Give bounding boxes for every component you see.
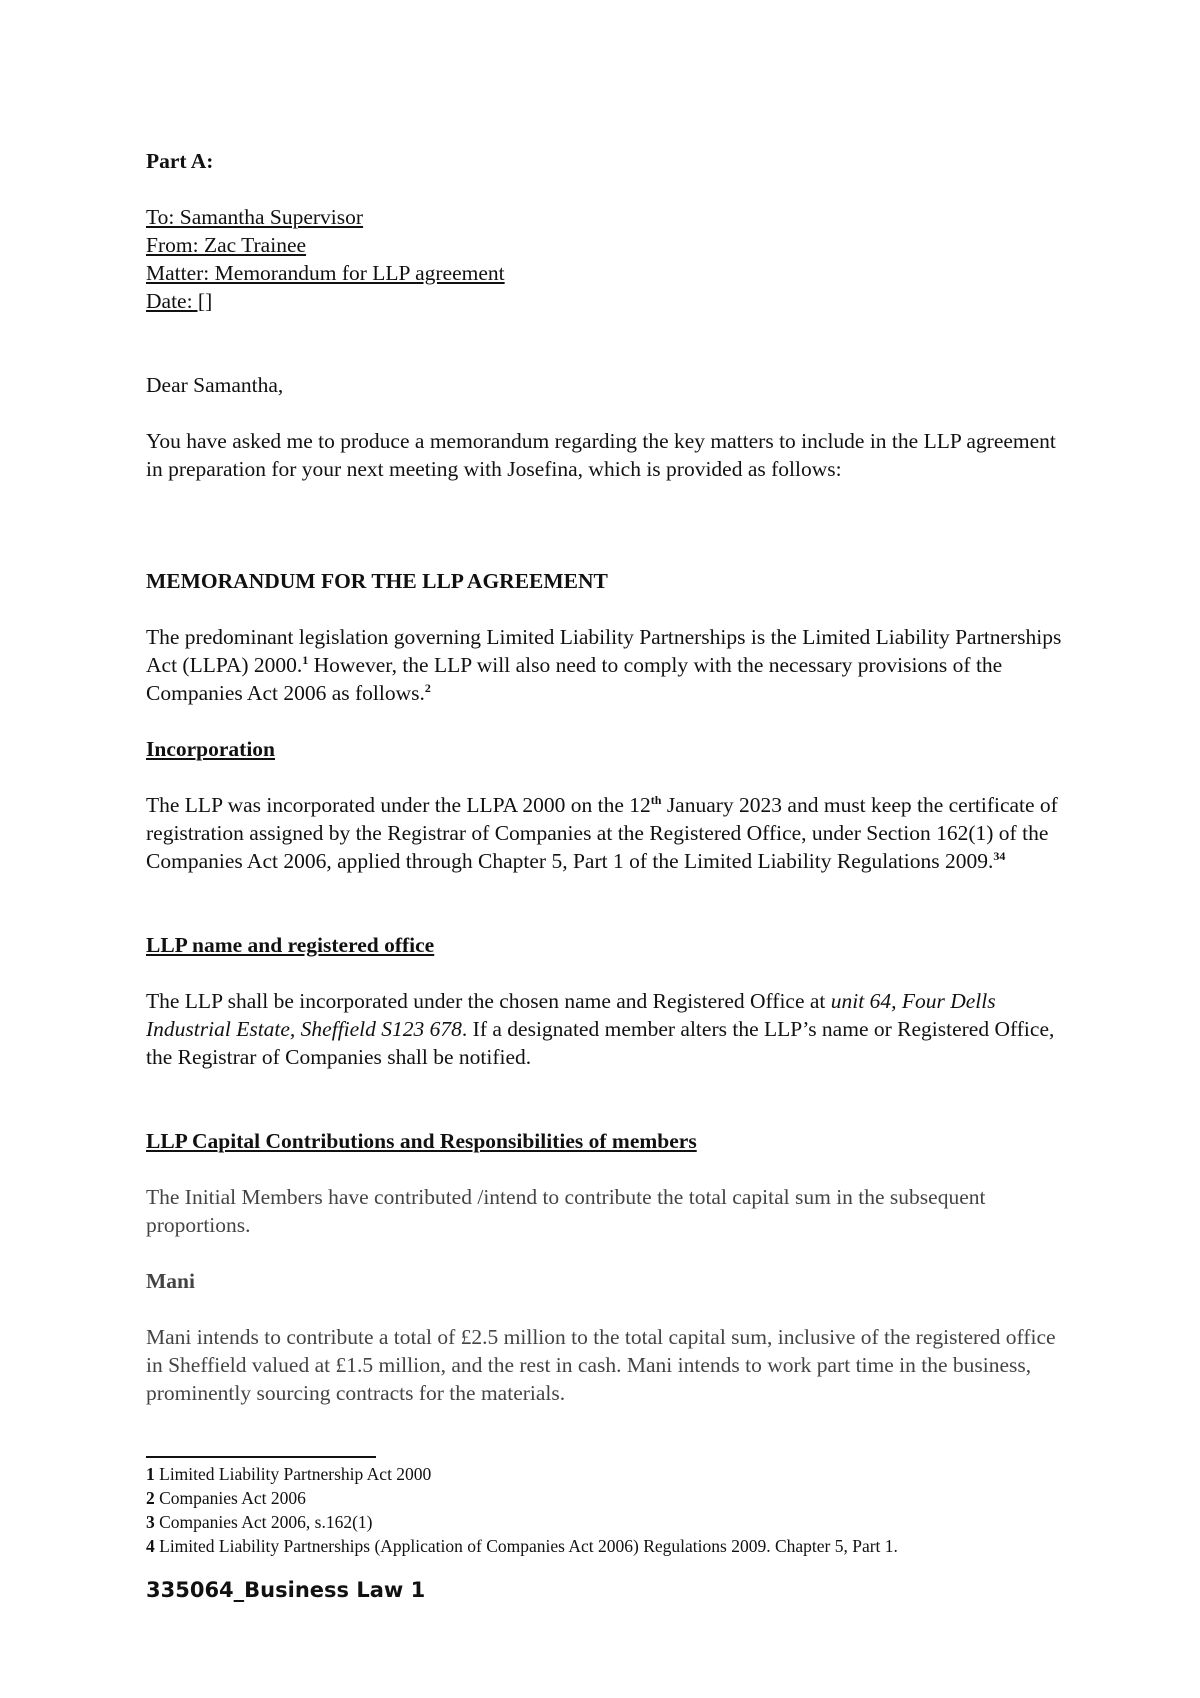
footnote-2: [146, 1486, 306, 1510]
footnote-4: [146, 1534, 898, 1558]
footnote-number: 3: [146, 1512, 155, 1532]
matter-line: Matter: Memorandum for LLP agreement: [146, 261, 505, 285]
from-line: From: Zac Trainee: [146, 233, 307, 257]
footnote-number: 2: [146, 1488, 155, 1508]
footnote-text: Limited Liability Partnership Act 2000: [154, 1464, 432, 1484]
footnote-ref-1: 1: [302, 652, 309, 667]
part-heading: Part A:: [146, 149, 214, 173]
date-line: Date: []: [146, 289, 213, 313]
footnote-text: Companies Act 2006: [154, 1488, 306, 1508]
page-footer: 335064_Business Law 1: [146, 1578, 426, 1602]
incorporation-text-a: The LLP was incorporated under the LLPA 2000 on the 12: [146, 793, 651, 817]
capital-heading: LLP Capital Contributions and Responsibilities of members: [146, 1129, 697, 1153]
mani-heading: Mani: [146, 1269, 195, 1293]
memo-title: MEMORANDUM FOR THE LLP AGREEMENT: [146, 569, 608, 593]
footnote-text: Companies Act 2006, s.162(1): [154, 1512, 373, 1532]
capital-paragraph: The Initial Members have contributed /intend to contribute the total capital sum in the subsequent proportions.: [146, 1185, 986, 1237]
to-line: To: Samantha Supervisor: [146, 205, 364, 229]
legislation-text-a: The predominant legislation governing Limited Liability Partnerships is the Limited Liability Partnerships Act (LLPA) 2000.: [146, 625, 1062, 677]
ordinal-suffix: th: [650, 792, 662, 807]
name-office-heading: LLP name and registered office: [146, 933, 435, 957]
name-office-paragraph: [146, 987, 1066, 1071]
footnote-ref-2: 2: [424, 680, 431, 695]
footnote-separator: [146, 1456, 376, 1458]
intro-paragraph: You have asked me to produce a memorandum regarding the key matters to include in the LLP agreement in preparation for your next meeting with Josefina, which is provided as follows:: [146, 429, 1056, 481]
footnote-text: Limited Liability Partnerships (Application of Companies Act 2006) Regulations 2009. Chapter 5, Part 1.: [154, 1536, 898, 1556]
footnote-1: [146, 1462, 431, 1486]
legislation-text-b: However, the LLP will also need to comply with the necessary provisions of the Companies Act 2006 as follows.: [146, 653, 1003, 705]
footnote-number: 4: [146, 1536, 155, 1556]
mani-paragraph: Mani intends to contribute a total of £2.5 million to the total capital sum, inclusive of the registered office in Sheffield valued at £1.5 million, and the rest in cash. Mani intends to work part time in the business, prominently sourcing contracts for the materials.: [146, 1325, 1056, 1405]
registered-address: unit 64, Four Dells Industrial Estate, Sheffield S123 678: [146, 989, 996, 1041]
footnote-3: [146, 1510, 373, 1534]
incorporation-heading: Incorporation: [146, 737, 275, 761]
name-office-text-a: The LLP shall be incorporated under the chosen name and Registered Office at: [146, 989, 831, 1013]
legislation-paragraph: [146, 623, 1066, 707]
footnote-ref-34: 34: [993, 848, 1006, 863]
name-office-text-b: . If a designated member alters the LLP’s name or Registered Office, the Registrar of Companies shall be notified.: [146, 1017, 1055, 1069]
footnote-number: 1: [146, 1464, 155, 1484]
incorporation-paragraph: [146, 791, 1066, 875]
greeting: Dear Samantha,: [146, 373, 284, 397]
incorporation-text-b: January 2023 and must keep the certificate of registration assigned by the Registrar of Companies at the Registered Office, under Section 162(1) of the Companies Act 2006, applied through Chapter 5, Part 1 of the Limited Liability Regulations 2009.: [146, 793, 1058, 873]
